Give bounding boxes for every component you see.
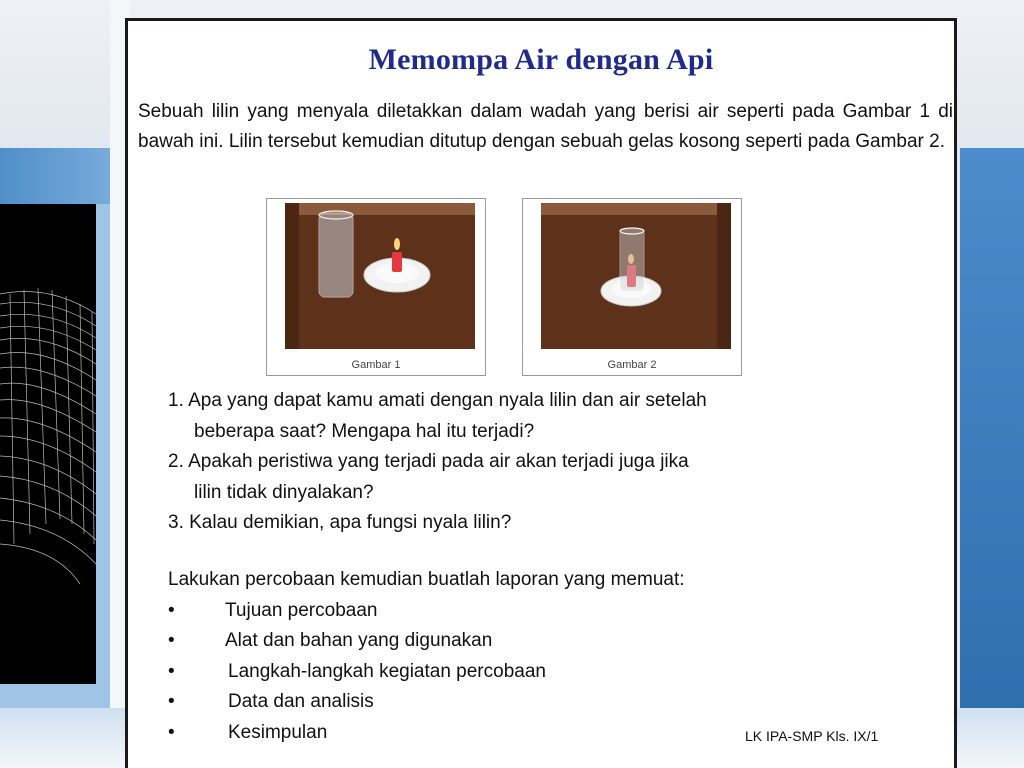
- bullet-marker: •: [168, 599, 175, 621]
- photo-candle-covered-by-glass: [541, 203, 731, 349]
- report-task-list: [168, 565, 685, 748]
- wireframe-mesh-image: [0, 204, 96, 684]
- list-item-text: Data dan analisis: [228, 691, 374, 712]
- intro-paragraph: Sebuah lilin yang menyala diletakkan dalam wadah yang berisi air seperti pada Gambar 1 di bawah ini. Lilin tersebut kemudian ditutup dengan sebuah gelas kosong seperti pada Gambar 2.: [138, 101, 953, 152]
- list-item-text: Alat dan bahan yang digunakan: [225, 630, 493, 651]
- question-1-line-1: 1. Apa yang dapat kamu amati dengan nyala lilin dan air setelah: [168, 390, 707, 411]
- figure-2: [522, 198, 742, 376]
- page-title: Memompa Air dengan Api: [368, 43, 714, 76]
- photo-candle-and-glass: [285, 203, 475, 349]
- bullet-marker: •: [168, 721, 175, 743]
- list-item: [168, 657, 685, 688]
- figure-2-caption: Gambar 2: [607, 359, 657, 371]
- question-2-line-1: 2. Apakah peristiwa yang terjadi pada air akan terjadi juga jika: [168, 451, 689, 472]
- bullet-marker: •: [168, 630, 175, 651]
- list-item-text: Langkah-langkah kegiatan percobaan: [228, 660, 546, 682]
- question-2-line-2: lilin tidak dinyalakan?: [194, 481, 374, 503]
- list-item: [168, 718, 685, 749]
- list-item: [168, 596, 685, 627]
- worksheet-page: [125, 18, 957, 768]
- list-item-text: Tujuan percobaan: [225, 599, 378, 621]
- list-item: [168, 687, 685, 718]
- figure-1-caption: Gambar 1: [351, 359, 401, 371]
- question-3: 3. Kalau demikian, apa fungsi nyala lilin?: [168, 512, 512, 533]
- question-1-line-2: beberapa saat? Mengapa hal itu terjadi?: [194, 420, 535, 442]
- bullet-marker: •: [168, 660, 175, 682]
- list-item: [168, 626, 685, 657]
- list-item-text: Kesimpulan: [228, 721, 328, 743]
- question-list: [168, 386, 707, 539]
- footer-label: LK IPA-SMP Kls. IX/1: [745, 728, 879, 744]
- background-band-right: [960, 148, 1024, 708]
- figure-1: [266, 198, 486, 376]
- report-task-intro: Lakukan percobaan kemudian buatlah laporan yang memuat:: [168, 569, 685, 590]
- bullet-marker: •: [168, 691, 175, 712]
